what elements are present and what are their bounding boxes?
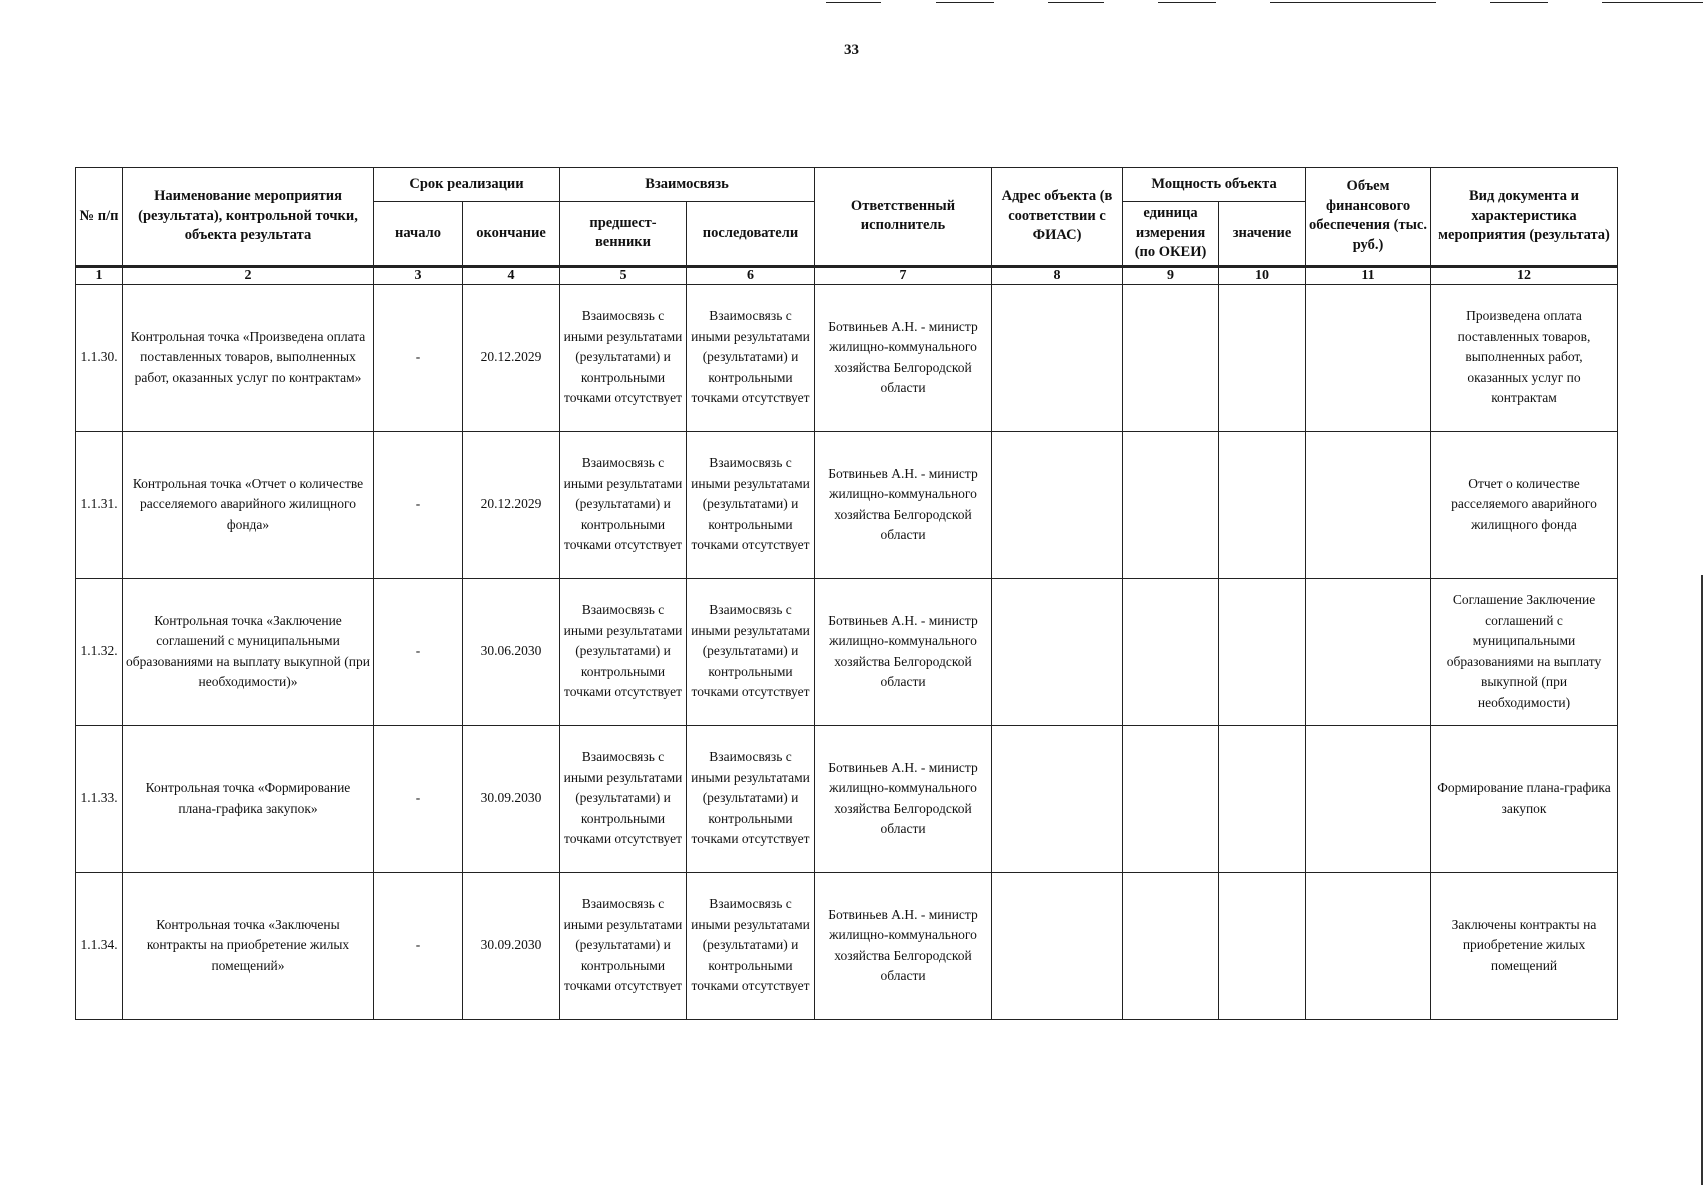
- row-end-date: 20.12.2029: [463, 431, 560, 578]
- scan-artifact-line: [1158, 2, 1216, 3]
- row-value: [1219, 284, 1306, 431]
- row-successors: Взаимосвязь с иными результатами (результатами) и контрольными точками отсутствует: [687, 578, 815, 725]
- row-address: [992, 284, 1123, 431]
- scan-artifact-line: [1270, 2, 1436, 3]
- column-number: 10: [1219, 266, 1306, 284]
- row-finance: [1306, 725, 1431, 872]
- page-number: 33: [844, 42, 859, 58]
- row-unit: [1123, 431, 1219, 578]
- scan-artifact-line: [1048, 2, 1104, 3]
- header-name: Наименование мероприятия (результата), контрольной точки, объекта результата: [123, 168, 374, 267]
- row-successors: Взаимосвязь с иными результатами (результатами) и контрольными точками отсутствует: [687, 872, 815, 1019]
- row-start: -: [374, 284, 463, 431]
- row-value: [1219, 725, 1306, 872]
- column-number: 7: [815, 266, 992, 284]
- row-document: Соглашение Заключение соглашений с муниципальными образованиями на выплату выкупной (при необходимости): [1431, 578, 1618, 725]
- row-successors: Взаимосвязь с иными результатами (результатами) и контрольными точками отсутствует: [687, 284, 815, 431]
- row-responsible: Ботвиньев А.Н. - министр жилищно-коммунального хозяйства Белгородской области: [815, 872, 992, 1019]
- header-value: значение: [1219, 202, 1306, 267]
- row-address: [992, 872, 1123, 1019]
- header-responsible: Ответственный исполнитель: [815, 168, 992, 267]
- row-start: -: [374, 872, 463, 1019]
- row-finance: [1306, 872, 1431, 1019]
- row-number: 1.1.32.: [76, 578, 123, 725]
- row-finance: [1306, 578, 1431, 725]
- column-number-row: [76, 266, 1618, 284]
- row-successors: Взаимосвязь с иными результатами (результатами) и контрольными точками отсутствует: [687, 431, 815, 578]
- column-number: 5: [560, 266, 687, 284]
- column-number: 6: [687, 266, 815, 284]
- row-finance: [1306, 284, 1431, 431]
- row-predecessors: Взаимосвязь с иными результатами (результатами) и контрольными точками отсутствует: [560, 284, 687, 431]
- header-link-group: Взаимосвязь: [560, 168, 815, 202]
- table-row: [76, 431, 1618, 578]
- table-row: [76, 725, 1618, 872]
- row-predecessors: Взаимосвязь с иными результатами (результатами) и контрольными точками отсутствует: [560, 431, 687, 578]
- header-address: Адрес объекта (в соответствии с ФИАС): [992, 168, 1123, 267]
- scan-artifact-line: [1602, 2, 1703, 3]
- header-capacity-group: Мощность объекта: [1123, 168, 1306, 202]
- column-number: 1: [76, 266, 123, 284]
- header-num: № п/п: [76, 168, 123, 267]
- row-name: Контрольная точка «Формирование плана-графика закупок»: [123, 725, 374, 872]
- column-number: 12: [1431, 266, 1618, 284]
- row-number: 1.1.31.: [76, 431, 123, 578]
- row-address: [992, 578, 1123, 725]
- row-document: Произведена оплата поставленных товаров, выполненных работ, оказанных услуг по контрактам: [1431, 284, 1618, 431]
- row-document: Формирование плана-графика закупок: [1431, 725, 1618, 872]
- header-unit: единица измерения (по ОКЕИ): [1123, 202, 1219, 267]
- row-predecessors: Взаимосвязь с иными результатами (результатами) и контрольными точками отсутствует: [560, 872, 687, 1019]
- table-row: [76, 284, 1618, 431]
- header-end: окончание: [463, 202, 560, 267]
- row-value: [1219, 578, 1306, 725]
- row-value: [1219, 431, 1306, 578]
- column-number: 11: [1306, 266, 1431, 284]
- row-successors: Взаимосвязь с иными результатами (результатами) и контрольными точками отсутствует: [687, 725, 815, 872]
- row-start: -: [374, 725, 463, 872]
- plan-table: [75, 167, 1618, 1020]
- row-unit: [1123, 578, 1219, 725]
- header-finance: Объем финансового обеспечения (тыс. руб.): [1306, 168, 1431, 267]
- column-number: 9: [1123, 266, 1219, 284]
- scan-artifact-line: [826, 2, 881, 3]
- header-predecessors: предшест-венники: [560, 202, 687, 267]
- row-name: Контрольная точка «Заключены контракты на приобретение жилых помещений»: [123, 872, 374, 1019]
- column-number: 3: [374, 266, 463, 284]
- row-end-date: 30.06.2030: [463, 578, 560, 725]
- row-address: [992, 431, 1123, 578]
- row-number: 1.1.30.: [76, 284, 123, 431]
- row-name: Контрольная точка «Отчет о количестве расселяемого аварийного жилищного фонда»: [123, 431, 374, 578]
- row-unit: [1123, 284, 1219, 431]
- row-end-date: 30.09.2030: [463, 872, 560, 1019]
- row-responsible: Ботвиньев А.Н. - министр жилищно-коммунального хозяйства Белгородской области: [815, 725, 992, 872]
- header-successors: последователи: [687, 202, 815, 267]
- scan-artifact-line: [936, 2, 994, 3]
- row-responsible: Ботвиньев А.Н. - министр жилищно-коммунального хозяйства Белгородской области: [815, 578, 992, 725]
- row-value: [1219, 872, 1306, 1019]
- column-number: 8: [992, 266, 1123, 284]
- row-end-date: 30.09.2030: [463, 725, 560, 872]
- row-name: Контрольная точка «Заключение соглашений с муниципальными образованиями на выплату выкупной (при необходимости)»: [123, 578, 374, 725]
- row-number: 1.1.34.: [76, 872, 123, 1019]
- row-predecessors: Взаимосвязь с иными результатами (результатами) и контрольными точками отсутствует: [560, 725, 687, 872]
- header-document: Вид документа и характеристика мероприятия (результата): [1431, 168, 1618, 267]
- scan-artifact-line: [1490, 2, 1548, 3]
- row-unit: [1123, 872, 1219, 1019]
- row-responsible: Ботвиньев А.Н. - министр жилищно-коммунального хозяйства Белгородской области: [815, 431, 992, 578]
- row-finance: [1306, 431, 1431, 578]
- table-row: [76, 578, 1618, 725]
- header-period-group: Срок реализации: [374, 168, 560, 202]
- row-name: Контрольная точка «Произведена оплата поставленных товаров, выполненных работ, оказанных услуг по контрактам»: [123, 284, 374, 431]
- header-start: начало: [374, 202, 463, 267]
- row-document: Отчет о количестве расселяемого аварийного жилищного фонда: [1431, 431, 1618, 578]
- row-document: Заключены контракты на приобретение жилых помещений: [1431, 872, 1618, 1019]
- table-row: [76, 872, 1618, 1019]
- column-number: 4: [463, 266, 560, 284]
- row-number: 1.1.33.: [76, 725, 123, 872]
- column-number: 2: [123, 266, 374, 284]
- row-end-date: 20.12.2029: [463, 284, 560, 431]
- row-responsible: Ботвиньев А.Н. - министр жилищно-коммунального хозяйства Белгородской области: [815, 284, 992, 431]
- row-address: [992, 725, 1123, 872]
- row-start: -: [374, 431, 463, 578]
- row-start: -: [374, 578, 463, 725]
- row-predecessors: Взаимосвязь с иными результатами (результатами) и контрольными точками отсутствует: [560, 578, 687, 725]
- row-unit: [1123, 725, 1219, 872]
